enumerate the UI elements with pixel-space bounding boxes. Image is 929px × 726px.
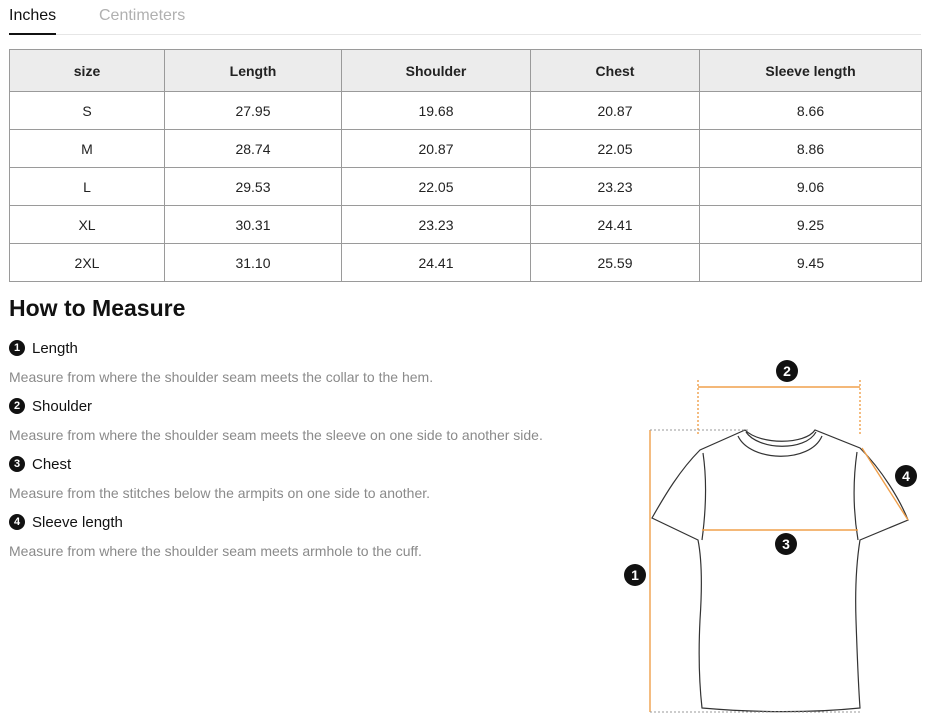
- cell-size: M: [10, 130, 165, 168]
- cell-shoulder: 23.23: [342, 206, 531, 244]
- measure-label: Length: [32, 339, 78, 357]
- measure-label: Shoulder: [32, 397, 93, 415]
- cell-length: 29.53: [165, 168, 342, 206]
- cell-length: 27.95: [165, 92, 342, 130]
- header-sleeve-length: Sleeve length: [700, 50, 922, 92]
- tshirt-outline-icon: [652, 430, 908, 712]
- cell-shoulder: 20.87: [342, 130, 531, 168]
- marker-1: [624, 564, 646, 586]
- cell-length: 30.31: [165, 206, 342, 244]
- measure-item-length: [9, 338, 433, 387]
- table-row: [10, 244, 922, 282]
- measure-description: Measure from the stitches below the armpits on one side to another.: [9, 485, 431, 501]
- header-size: size: [10, 50, 165, 92]
- tab-inches[interactable]: Inches: [9, 6, 56, 35]
- measure-label: Sleeve length: [32, 513, 123, 531]
- cell-sleeve-length: 8.66: [700, 92, 922, 130]
- number-2-icon: 2: [9, 398, 25, 414]
- number-4-icon: 4: [9, 514, 25, 530]
- measure-description: Measure from where the shoulder seam meets the collar to the hem.: [9, 369, 434, 385]
- table-row: [10, 206, 922, 244]
- cell-shoulder: 24.41: [342, 244, 531, 282]
- cell-size: XL: [10, 206, 165, 244]
- cell-chest: 20.87: [531, 92, 700, 130]
- cell-sleeve-length: 9.25: [700, 206, 922, 244]
- measure-item-chest: [9, 454, 430, 503]
- cell-sleeve-length: 9.06: [700, 168, 922, 206]
- tab-centimeters[interactable]: Centimeters: [99, 7, 186, 24]
- cell-chest: 22.05: [531, 130, 700, 168]
- header-shoulder: Shoulder: [342, 50, 531, 92]
- cell-size: 2XL: [10, 244, 165, 282]
- measure-item-shoulder: [9, 396, 543, 445]
- cell-length: 31.10: [165, 244, 342, 282]
- table-row: [10, 130, 922, 168]
- unit-tabs: [9, 0, 921, 35]
- cell-size: S: [10, 92, 165, 130]
- number-3-icon: 3: [9, 456, 25, 472]
- table-header-row: [10, 50, 922, 92]
- header-length: Length: [165, 50, 342, 92]
- measure-description: Measure from where the shoulder seam meets the sleeve on one side to another side.: [9, 427, 543, 443]
- measure-label: Chest: [32, 455, 72, 473]
- cell-chest: 24.41: [531, 206, 700, 244]
- svg-text:3: 3: [782, 536, 790, 552]
- cell-sleeve-length: 9.45: [700, 244, 922, 282]
- marker-3: [775, 533, 797, 555]
- cell-sleeve-length: 8.86: [700, 130, 922, 168]
- cell-size: L: [10, 168, 165, 206]
- size-chart-table: [9, 49, 922, 282]
- table-row: [10, 168, 922, 206]
- measure-description: Measure from where the shoulder seam meets armhole to the cuff.: [9, 543, 422, 559]
- svg-text:1: 1: [631, 567, 639, 583]
- header-chest: Chest: [531, 50, 700, 92]
- how-to-measure-title: How to Measure: [9, 295, 186, 321]
- marker-4: [895, 465, 917, 487]
- marker-2: [776, 360, 798, 382]
- cell-length: 28.74: [165, 130, 342, 168]
- cell-shoulder: 19.68: [342, 92, 531, 130]
- tshirt-measurement-diagram: [610, 350, 920, 720]
- table-row: [10, 92, 922, 130]
- cell-chest: 25.59: [531, 244, 700, 282]
- measure-item-sleeve-length: [9, 512, 422, 561]
- cell-chest: 23.23: [531, 168, 700, 206]
- svg-text:4: 4: [902, 468, 910, 484]
- number-1-icon: 1: [9, 340, 25, 356]
- cell-shoulder: 22.05: [342, 168, 531, 206]
- svg-text:2: 2: [783, 363, 791, 379]
